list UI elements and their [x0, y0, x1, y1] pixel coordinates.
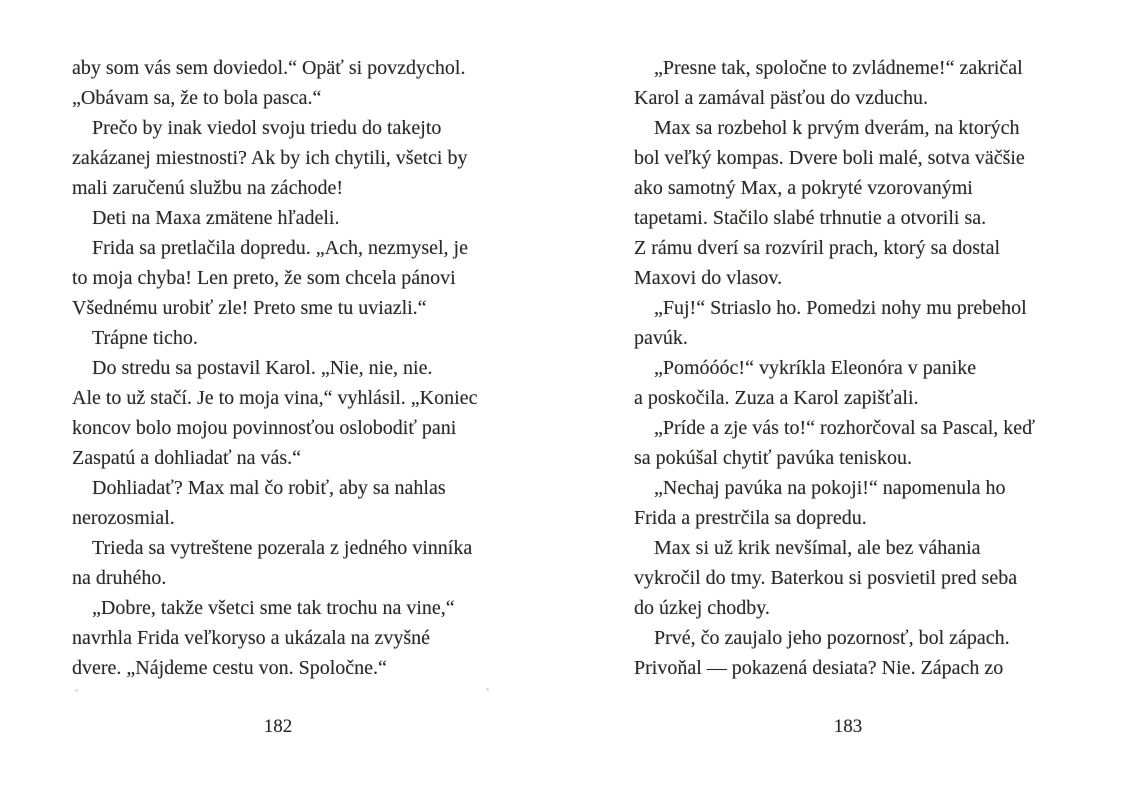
text-line: Max si už krik nevšímal, ale bez váhania: [654, 537, 981, 559]
text-line: Maxovi do vlasov.: [634, 267, 783, 289]
text-line: vykročil do tmy. Baterkou si posvietil pred seba: [634, 567, 1018, 589]
text-line: Dohliadať? Max mal čo robiť, aby sa nahlas: [92, 477, 446, 499]
text-line: Všednému urobiť zle! Preto sme tu uviazli.“: [72, 297, 427, 319]
right-page-text: [634, 53, 1050, 683]
text-line: „Pomóóóc!“ vykríkla Eleonóra v panike: [654, 357, 977, 379]
text-line: mali zaručenú službu na záchode!: [72, 177, 343, 199]
text-line: Zaspatú a dohliadať na vás.“: [72, 447, 302, 469]
text-line: nerozosmial.: [72, 507, 175, 529]
text-line: Trápne ticho.: [92, 327, 198, 349]
text-line: pavúk.: [634, 327, 688, 349]
text-line: Trieda sa vytreštene pozerala z jedného vinníka: [92, 537, 473, 559]
text-line: „Fuj!“ Striaslo ho. Pomedzi nohy mu prebehol: [654, 297, 1027, 319]
text-line: dvere. „Nájdeme cestu von. Spoločne.“: [72, 657, 387, 679]
text-line: do úzkej chodby.: [634, 597, 770, 619]
text-line: tapetami. Stačilo slabé trhnutie a otvorili sa.: [634, 207, 987, 229]
page-number-left: 182: [263, 716, 293, 737]
text-line: zakázanej miestnosti? Ak by ich chytili, všetci by: [72, 147, 468, 169]
text-line: ako samotný Max, a pokryté vzorovanými: [634, 177, 973, 199]
text-line: „Dobre, takže všetci sme tak trochu na vine,“: [92, 597, 455, 619]
text-line: to moja chyba! Len preto, že som chcela pánovi: [72, 267, 456, 289]
text-line: „Presne tak, spoločne to zvládneme!“ zakričal: [654, 57, 1023, 79]
dust-speck: [75, 689, 78, 692]
text-line: Max sa rozbehol k prvým dverám, na ktorých: [654, 117, 1020, 139]
text-line: Frida a prestrčila sa dopredu.: [634, 507, 867, 529]
dust-speck: [486, 688, 489, 691]
text-line: na druhého.: [72, 567, 167, 589]
text-line: „Príde a zje vás to!“ rozhorčoval sa Pascal, keď: [654, 417, 1036, 439]
text-line: „Obávam sa, že to bola pasca.“: [72, 87, 322, 109]
text-line: navrhla Frida veľkoryso a ukázala na zvyšné: [72, 627, 430, 649]
text-line: a poskočila. Zuza a Karol zapišťali.: [634, 387, 919, 409]
text-line: Deti na Maxa zmätene hľadeli.: [92, 207, 340, 229]
text-line: Frida sa pretlačila dopredu. „Ach, nezmysel, je: [92, 237, 468, 259]
text-line: Prečo by inak viedol svoju triedu do takejto: [92, 117, 442, 139]
text-line: Karol a zamával päsťou do vzduchu.: [634, 87, 928, 109]
text-line: Prvé, čo zaujalo jeho pozornosť, bol zápach.: [654, 627, 1010, 649]
text-line: aby som vás sem doviedol.“ Opäť si povzdychol.: [72, 57, 466, 79]
left-page-text: [72, 53, 484, 683]
text-line: bol veľký kompas. Dvere boli malé, sotva väčšie: [634, 147, 1025, 169]
text-line: Z rámu dverí sa rozvíril prach, ktorý sa dostal: [634, 237, 1000, 259]
text-line: Do stredu sa postavil Karol. „Nie, nie, nie.: [92, 357, 433, 379]
text-line: sa pokúšal chytiť pavúka teniskou.: [634, 447, 912, 469]
text-line: Privoňal — pokazená desiata? Nie. Zápach zo: [634, 657, 1004, 679]
text-line: Ale to už stačí. Je to moja vina,“ vyhlásil. „Koniec: [72, 387, 478, 409]
page-number-right: 183: [833, 716, 863, 737]
text-line: „Nechaj pavúka na pokoji!“ napomenula ho: [654, 477, 1006, 499]
text-line: koncov bolo mojou povinnosťou oslobodiť pani: [72, 417, 457, 439]
